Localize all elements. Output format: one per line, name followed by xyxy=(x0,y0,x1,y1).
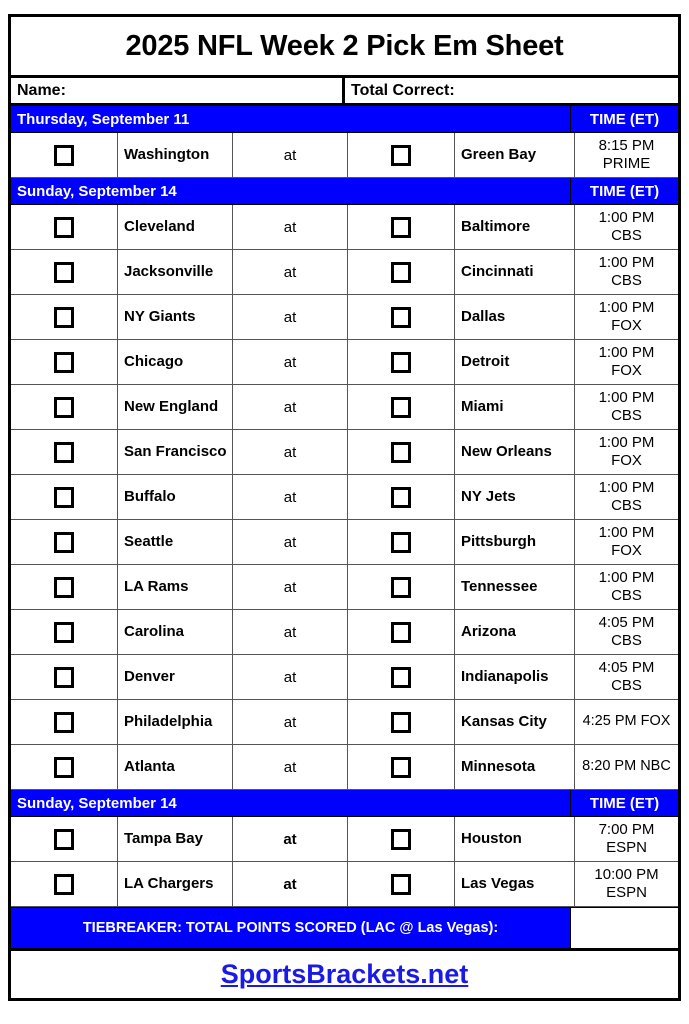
kickoff-time-cell xyxy=(575,475,678,519)
table-row xyxy=(11,133,678,178)
away-pick-cell[interactable] xyxy=(11,862,118,906)
home-pick-cell[interactable] xyxy=(348,205,455,249)
home-team-label: Pittsburgh xyxy=(455,520,575,564)
page-title: 2025 NFL Week 2 Pick Em Sheet xyxy=(125,29,564,62)
home-pick-cell[interactable] xyxy=(348,430,455,474)
table-row xyxy=(11,862,678,907)
kickoff-time-cell xyxy=(575,817,678,861)
time-column-header: TIME (ET) xyxy=(570,106,678,132)
away-pick-cell[interactable] xyxy=(11,655,118,699)
at-separator-label: at xyxy=(233,205,348,249)
kickoff-time-cell xyxy=(575,655,678,699)
kickoff-time-cell xyxy=(575,610,678,654)
broadcast-network: FOX xyxy=(611,542,642,559)
at-separator-label: at xyxy=(233,340,348,384)
kickoff-time: 1:00 PM xyxy=(598,569,655,587)
away-pick-cell[interactable] xyxy=(11,745,118,789)
home-checkbox[interactable] xyxy=(391,577,411,598)
away-team-label: Chicago xyxy=(118,340,233,384)
table-row xyxy=(11,655,678,700)
kickoff-time-cell xyxy=(575,340,678,384)
broadcast-network: ESPN xyxy=(606,884,647,901)
kickoff-time: 4:25 PM FOX xyxy=(582,713,671,730)
away-checkbox[interactable] xyxy=(54,397,74,418)
tiebreaker-label: TIEBREAKER: TOTAL POINTS SCORED (LAC @ Las Vegas): xyxy=(11,908,570,948)
home-team-label: Dallas xyxy=(455,295,575,339)
home-pick-cell[interactable] xyxy=(348,295,455,339)
home-checkbox[interactable] xyxy=(391,442,411,463)
broadcast-network: ESPN xyxy=(606,839,647,856)
tiebreaker-row xyxy=(11,907,678,951)
away-team-label: Carolina xyxy=(118,610,233,654)
date-banner xyxy=(11,106,678,133)
kickoff-time: 4:05 PM xyxy=(598,659,655,677)
broadcast-network: FOX xyxy=(611,317,642,334)
home-team-label: NY Jets xyxy=(455,475,575,519)
total-correct-label: Total Correct: xyxy=(351,81,455,99)
kickoff-time: 1:00 PM xyxy=(598,434,655,452)
date-label: Sunday, September 14 xyxy=(17,182,177,200)
home-checkbox[interactable] xyxy=(391,217,411,238)
date-label: Sunday, September 14 xyxy=(17,794,177,812)
away-checkbox[interactable] xyxy=(54,352,74,373)
sheet-title-box xyxy=(8,14,681,78)
at-separator-label: at xyxy=(233,250,348,294)
home-checkbox[interactable] xyxy=(391,532,411,553)
kickoff-time-cell xyxy=(575,565,678,609)
table-row xyxy=(11,610,678,655)
kickoff-time: 1:00 PM xyxy=(598,254,655,272)
away-pick-cell[interactable] xyxy=(11,385,118,429)
home-team-label: Green Bay xyxy=(455,133,575,177)
away-checkbox[interactable] xyxy=(54,577,74,598)
home-team-label: New Orleans xyxy=(455,430,575,474)
away-team-label: Tampa Bay xyxy=(118,817,233,861)
at-separator-label: at xyxy=(233,295,348,339)
away-pick-cell[interactable] xyxy=(11,295,118,339)
away-checkbox[interactable] xyxy=(54,532,74,553)
away-team-label: Denver xyxy=(118,655,233,699)
kickoff-time-cell xyxy=(575,862,678,906)
home-pick-cell[interactable] xyxy=(348,133,455,177)
broadcast-network: CBS xyxy=(611,227,642,244)
home-checkbox[interactable] xyxy=(391,757,411,778)
kickoff-time-cell xyxy=(575,520,678,564)
away-team-label: LA Rams xyxy=(118,565,233,609)
at-separator-label: at xyxy=(233,385,348,429)
away-team-label: Washington xyxy=(118,133,233,177)
away-checkbox[interactable] xyxy=(54,442,74,463)
kickoff-time: 1:00 PM xyxy=(598,299,655,317)
home-pick-cell[interactable] xyxy=(348,817,455,861)
table-row xyxy=(11,430,678,475)
away-checkbox[interactable] xyxy=(54,622,74,643)
time-column-header: TIME (ET) xyxy=(570,178,678,204)
home-checkbox[interactable] xyxy=(391,307,411,328)
footer xyxy=(11,951,678,998)
kickoff-time-cell xyxy=(575,250,678,294)
at-separator-label: at xyxy=(233,610,348,654)
kickoff-time: 1:00 PM xyxy=(598,209,655,227)
broadcast-network: CBS xyxy=(611,407,642,424)
kickoff-time-cell xyxy=(575,700,678,744)
table-row xyxy=(11,520,678,565)
away-team-label: LA Chargers xyxy=(118,862,233,906)
home-pick-cell[interactable] xyxy=(348,475,455,519)
away-checkbox[interactable] xyxy=(54,829,74,850)
away-pick-cell[interactable] xyxy=(11,250,118,294)
home-checkbox[interactable] xyxy=(391,487,411,508)
away-team-label: Philadelphia xyxy=(118,700,233,744)
home-team-label: Kansas City xyxy=(455,700,575,744)
away-pick-cell[interactable] xyxy=(11,520,118,564)
away-checkbox[interactable] xyxy=(54,874,74,895)
date-label: Thursday, September 11 xyxy=(17,110,190,128)
at-separator-label: at xyxy=(233,520,348,564)
broadcast-network: PRIME xyxy=(602,155,651,172)
table-row xyxy=(11,250,678,295)
away-checkbox[interactable] xyxy=(54,262,74,283)
at-separator-label: at xyxy=(233,700,348,744)
table-row xyxy=(11,385,678,430)
table-row xyxy=(11,295,678,340)
table-row xyxy=(11,817,678,862)
home-team-label: Tennessee xyxy=(455,565,575,609)
home-team-label: Miami xyxy=(455,385,575,429)
broadcast-network: CBS xyxy=(611,632,642,649)
kickoff-time: 8:20 PM NBC xyxy=(582,758,671,775)
date-banner xyxy=(11,790,678,817)
kickoff-time-cell xyxy=(575,430,678,474)
kickoff-time: 1:00 PM xyxy=(598,344,655,362)
tiebreaker-input[interactable] xyxy=(570,908,678,948)
home-checkbox[interactable] xyxy=(391,397,411,418)
away-pick-cell[interactable] xyxy=(11,817,118,861)
away-checkbox[interactable] xyxy=(54,712,74,733)
kickoff-time-cell xyxy=(575,385,678,429)
kickoff-time: 10:00 PM xyxy=(594,866,659,884)
home-checkbox[interactable] xyxy=(391,667,411,688)
total-correct-field[interactable] xyxy=(345,78,678,103)
away-checkbox[interactable] xyxy=(54,757,74,778)
kickoff-time: 1:00 PM xyxy=(598,389,655,407)
kickoff-time: 7:00 PM xyxy=(598,821,655,839)
away-pick-cell[interactable] xyxy=(11,340,118,384)
table-row xyxy=(11,205,678,250)
name-field[interactable] xyxy=(11,78,345,103)
home-pick-cell[interactable] xyxy=(348,745,455,789)
broadcast-network: CBS xyxy=(611,272,642,289)
away-checkbox[interactable] xyxy=(54,217,74,238)
kickoff-time: 4:05 PM xyxy=(598,614,655,632)
away-pick-cell[interactable] xyxy=(11,565,118,609)
games-grid xyxy=(8,106,681,1001)
home-pick-cell[interactable] xyxy=(348,385,455,429)
home-checkbox[interactable] xyxy=(391,262,411,283)
time-column-header: TIME (ET) xyxy=(570,790,678,816)
away-team-label: Seattle xyxy=(118,520,233,564)
away-team-label: New England xyxy=(118,385,233,429)
broadcast-network: FOX xyxy=(611,362,642,379)
at-separator-label: at xyxy=(233,565,348,609)
home-pick-cell[interactable] xyxy=(348,340,455,384)
at-separator-label: at xyxy=(233,655,348,699)
kickoff-time: 8:15 PM xyxy=(598,137,655,155)
table-row xyxy=(11,745,678,790)
table-row xyxy=(11,700,678,745)
away-pick-cell[interactable] xyxy=(11,475,118,519)
at-separator-label: at xyxy=(233,475,348,519)
kickoff-time-cell xyxy=(575,205,678,249)
name-label: Name: xyxy=(17,81,66,99)
broadcast-network: CBS xyxy=(611,497,642,514)
kickoff-time: 1:00 PM xyxy=(598,524,655,542)
away-pick-cell[interactable] xyxy=(11,133,118,177)
away-checkbox[interactable] xyxy=(54,667,74,688)
home-pick-cell[interactable] xyxy=(348,250,455,294)
away-team-label: Buffalo xyxy=(118,475,233,519)
away-checkbox[interactable] xyxy=(54,487,74,508)
home-team-label: Minnesota xyxy=(455,745,575,789)
at-separator-label: at xyxy=(233,430,348,474)
home-team-label: Arizona xyxy=(455,610,575,654)
sportsbrackets-link[interactable]: SportsBrackets.net xyxy=(220,959,469,989)
broadcast-network: FOX xyxy=(611,452,642,469)
home-checkbox[interactable] xyxy=(391,145,411,166)
away-pick-cell[interactable] xyxy=(11,610,118,654)
home-pick-cell[interactable] xyxy=(348,700,455,744)
home-team-label: Detroit xyxy=(455,340,575,384)
away-checkbox[interactable] xyxy=(54,145,74,166)
home-team-label: Cincinnati xyxy=(455,250,575,294)
broadcast-network: CBS xyxy=(611,677,642,694)
home-pick-cell[interactable] xyxy=(348,655,455,699)
table-row xyxy=(11,340,678,385)
away-team-label: Jacksonville xyxy=(118,250,233,294)
home-checkbox[interactable] xyxy=(391,829,411,850)
away-pick-cell[interactable] xyxy=(11,205,118,249)
away-team-label: NY Giants xyxy=(118,295,233,339)
home-team-label: Indianapolis xyxy=(455,655,575,699)
pick-em-sheet xyxy=(8,14,681,1001)
broadcast-network: CBS xyxy=(611,587,642,604)
home-team-label: Houston xyxy=(455,817,575,861)
kickoff-time-cell xyxy=(575,133,678,177)
home-pick-cell[interactable] xyxy=(348,610,455,654)
kickoff-time: 1:00 PM xyxy=(598,479,655,497)
away-checkbox[interactable] xyxy=(54,307,74,328)
kickoff-time-cell xyxy=(575,295,678,339)
entry-fields-row xyxy=(8,78,681,106)
at-separator-label: at xyxy=(233,817,348,861)
home-team-label: Las Vegas xyxy=(455,862,575,906)
table-row xyxy=(11,475,678,520)
home-checkbox[interactable] xyxy=(391,874,411,895)
at-separator-label: at xyxy=(233,862,348,906)
home-pick-cell[interactable] xyxy=(348,520,455,564)
at-separator-label: at xyxy=(233,745,348,789)
home-pick-cell[interactable] xyxy=(348,565,455,609)
home-pick-cell[interactable] xyxy=(348,862,455,906)
table-row xyxy=(11,565,678,610)
kickoff-time-cell xyxy=(575,745,678,789)
date-banner xyxy=(11,178,678,205)
home-team-label: Baltimore xyxy=(455,205,575,249)
away-team-label: Cleveland xyxy=(118,205,233,249)
away-pick-cell[interactable] xyxy=(11,430,118,474)
home-checkbox[interactable] xyxy=(391,352,411,373)
at-separator-label: at xyxy=(233,133,348,177)
home-checkbox[interactable] xyxy=(391,622,411,643)
away-pick-cell[interactable] xyxy=(11,700,118,744)
away-team-label: San Francisco xyxy=(118,430,233,474)
home-checkbox[interactable] xyxy=(391,712,411,733)
away-team-label: Atlanta xyxy=(118,745,233,789)
